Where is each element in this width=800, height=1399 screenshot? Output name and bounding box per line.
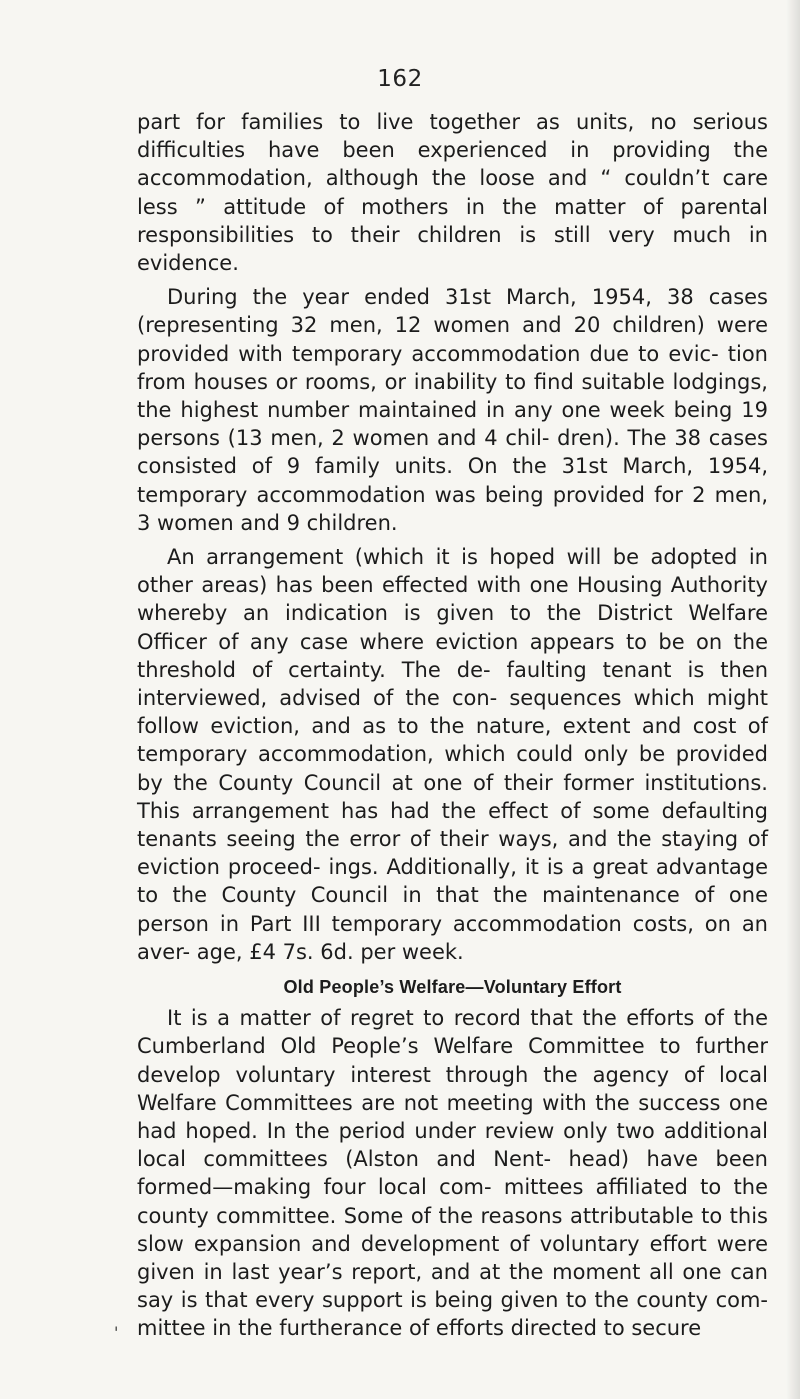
margin-mark: ' bbox=[114, 1323, 119, 1342]
section-heading: Old People’s Welfare—Voluntary Effort bbox=[283, 977, 622, 998]
body-text bbox=[137, 108, 768, 1343]
page-number: 162 bbox=[377, 66, 423, 92]
paragraph-voluntary-effort: It is a matter of regret to record that the efforts of the Cumberland Old People’s Welfare Committee to further develop voluntary interest through the agency of local Welfare Committees are not meeting with the success one had hoped. In the period under review only two additional local committees (Alston and Nent- head) have been formed—making four local com- mittees affiliated to the county committee. Some of the reasons attributable to this slow expansion and development of voluntary effort were given in last year’s report, and at the moment all one can say is that every support is being given to the county com- mittee in the furtherance of efforts directed to secure bbox=[137, 1006, 768, 1341]
page-edge-shadow bbox=[786, 0, 800, 1399]
paragraph-eviction-arrangement: An arrangement (which it is hoped will be adopted in other areas) has been effected with one Housing Authority whereby an indication is given to the District Welfare Officer of any case where eviction appears to be on the threshold of certainty. The de- faulting tenant is then interviewed, advised of the con- sequences which might follow eviction, and as to the nature, extent and cost of temporary accommodation, which could only be provided by the County Council at one of their former institutions. This arrangement has had the effect of some defaulting tenants seeing the error of their ways, and the staying of eviction proceed- ings. Additionally, it is a great advantage to the County Council in that the maintenance of one person in Part III temporary accommodation costs, on an aver- age, £4 7s. 6d. per week. bbox=[137, 545, 768, 964]
paragraph-continuation: part for families to live together as units, no serious difficulties have been experienced in providing the accommodation, although the loose and “ couldn’t care less ” attitude of mothers in the matter of parental responsibilities to their children is still very much in evidence. bbox=[137, 110, 768, 276]
paragraph-temporary-accommodation: During the year ended 31st March, 1954, 38 cases (representing 32 men, 12 women and 20 children) were provided with temporary accommodation due to evic- tion from houses or rooms, or inability to find suitable lodgings, the highest number maintained in any one week being 19 persons (13 men, 2 women and 4 chil- dren). The 38 cases consisted of 9 family units. On the 31st March, 1954, temporary accommodation was being provided for 2 men, 3 women and 9 children. bbox=[137, 285, 768, 535]
